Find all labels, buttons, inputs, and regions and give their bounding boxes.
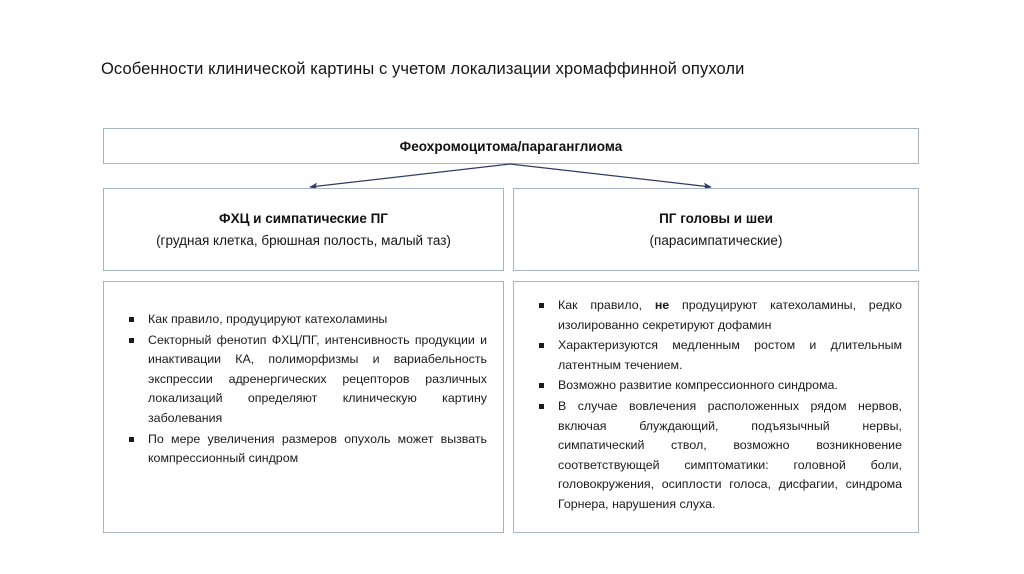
bullet-item: По мере увеличения размеров опухоль может вызвать компрессионный синдром — [117, 430, 487, 469]
bullet-item: Возможно развитие компрессионного синдрома. — [527, 376, 902, 396]
right-branch-subtitle: (парасимпатические) — [649, 232, 783, 248]
bullet-item: В случае вовлечения расположенных рядом нервов, включая блуждающий, подъязычный нервы, симпатический ствол, возможно возникновение соответствующей симптоматики: головной боли, головокружения, осиплости голоса, дисфагии, синдрома Горнера, нарушения слуха. — [527, 397, 902, 515]
left-branch-content-box — [103, 281, 504, 533]
right-branch-title: ПГ головы и шеи — [659, 210, 773, 226]
left-branch-bullet-list — [117, 310, 487, 469]
bullet-item: Как правило, продуцируют катехоламины — [117, 310, 487, 330]
left-branch-subtitle: (грудная клетка, брюшная полость, малый таз) — [156, 232, 451, 248]
bullet-item: Как правило, не продуцируют катехоламины, редко изолированно секретируют дофамин — [527, 296, 902, 335]
arrow-to-right-branch — [510, 164, 711, 187]
left-branch-header-box[interactable] — [103, 188, 504, 271]
left-branch-title: ФХЦ и симпатические ПГ — [219, 210, 388, 226]
arrow-to-left-branch — [310, 164, 510, 187]
bullet-item: Секторный фенотип ФХЦ/ПГ, интенсивность продукции и инактивации КА, полиморфизмы и вариабельность экспрессии адренергических рецепторов различных локализаций определяют клиническую картину заболевания — [117, 331, 487, 429]
page-title: Особенности клинической картины с учетом локализации хромаффинной опухоли — [101, 60, 745, 78]
right-branch-content-box — [513, 281, 919, 533]
right-branch-bullet-list — [527, 296, 902, 515]
root-node-box[interactable] — [103, 128, 919, 164]
right-branch-header-box[interactable] — [513, 188, 919, 271]
root-node-label: Феохромоцитома/параганглиома — [399, 138, 623, 154]
bullet-item: Характеризуются медленным ростом и длительным латентным течением. — [527, 336, 902, 375]
